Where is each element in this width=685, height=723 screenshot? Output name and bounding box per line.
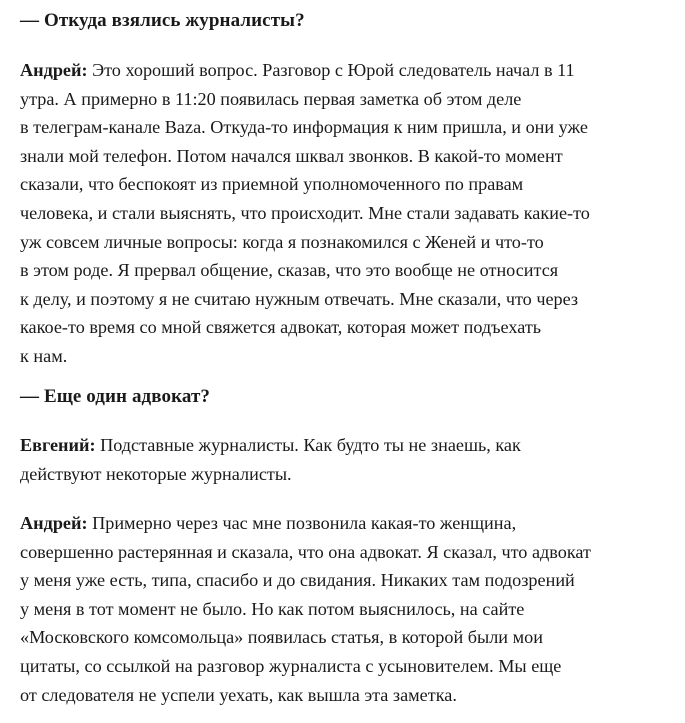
answer-text: человека, и стали выяснять, что происходит. Мне стали задавать какие-то: [20, 202, 590, 223]
answer-paragraph: [20, 431, 660, 488]
answer-text: в телеграм-канале Baza. Откуда-то информация к ним пришла, и они уже: [20, 117, 588, 138]
answer-text: совершенно растерянная и сказала, что она адвокат. Я сказал, что адвокат: [20, 541, 591, 562]
answer-text: «Московского комсомольца» появилась статья, в которой были мои: [20, 627, 543, 648]
answer-text: Примерно через час мне позвонила какая-то женщина,: [87, 513, 517, 533]
answer-text: цитаты, со ссылкой на разговор журналиста с усыновителем. Мы еще: [20, 655, 562, 676]
question-heading: — Откуда взялись журналисты?: [20, 10, 305, 31]
answer-text: Это хороший вопрос. Разговор с Юрой следователь начал в 11: [87, 60, 575, 80]
answer-text: какое-то время со мной свяжется адвокат, которая может подъехать: [20, 317, 542, 338]
speaker-name: Евгений:: [20, 435, 96, 455]
speaker-name: Андрей:: [20, 60, 88, 80]
answer-text: утра. А примерно в 11:20 появилась первая заметка об этом деле: [20, 88, 522, 109]
answer-paragraph: [20, 56, 660, 371]
question-heading: — Еще один адвокат?: [20, 386, 210, 407]
answer-text: к нам.: [20, 345, 68, 366]
answer-text: у меня в тот момент не было. Но как потом выяснилось, на сайте: [20, 598, 525, 619]
answer-text: знали мой телефон. Потом начался шквал звонков. В какой-то момент: [20, 145, 563, 166]
answer-text: от следователя не успели уехать, как вышла эта заметка.: [20, 684, 457, 705]
answer-paragraph: [20, 509, 660, 709]
speaker-name: Андрей:: [20, 513, 88, 533]
answer-text: Подставные журналисты. Как будто ты не знаешь, как: [95, 435, 521, 455]
answer-text: сказали, что беспокоят из приемной уполномоченного по правам: [20, 174, 524, 195]
answer-text: у меня уже есть, типа, спасибо и до свидания. Никаких там подозрений: [20, 570, 575, 591]
answer-text: действуют некоторые журналисты.: [20, 463, 292, 484]
answer-text: к делу, и поэтому я не считаю нужным отвечать. Мне сказали, что через: [20, 288, 579, 309]
answer-text: уж совсем личные вопросы: когда я познакомился с Женей и что-то: [20, 231, 544, 252]
answer-text: в этом роде. Я прервал общение, сказав, что это вообще не относится: [20, 260, 559, 281]
